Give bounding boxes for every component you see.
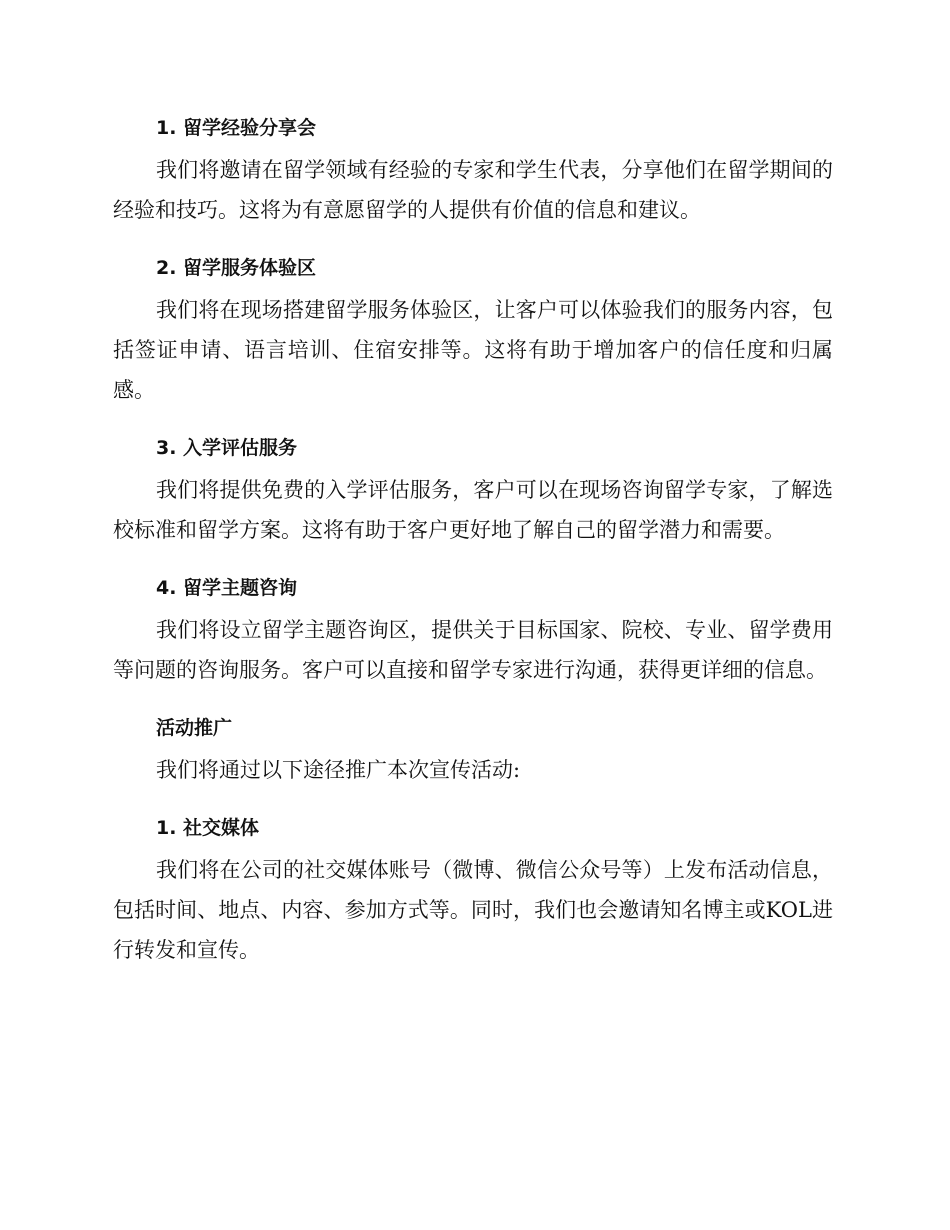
section-admission-assessment — [113, 426, 833, 550]
section-promotion — [113, 706, 833, 790]
section-paragraph: 我们将设立留学主题咨询区，提供关于目标国家、院校、专业、留学费用等问题的咨询服务。客户可以直接和留学专家进行沟通，获得更详细的信息。 — [113, 618, 833, 682]
section-heading: 1. 留学经验分享会 — [156, 117, 317, 139]
section-service-experience — [113, 246, 833, 410]
section-theme-consulting — [113, 566, 833, 690]
section-heading: 3. 入学评估服务 — [156, 437, 298, 459]
section-heading: 1. 社交媒体 — [156, 817, 260, 839]
section-experience-sharing — [113, 106, 833, 230]
section-heading: 4. 留学主题咨询 — [156, 577, 298, 599]
section-paragraph: 我们将在现场搭建留学服务体验区，让客户可以体验我们的服务内容，包括签证申请、语言培训、住宿安排等。这将有助于增加客户的信任度和归属感。 — [113, 298, 833, 402]
document-body — [113, 106, 833, 986]
section-heading: 2. 留学服务体验区 — [156, 257, 317, 279]
section-paragraph: 我们将在公司的社交媒体账号（微博、微信公众号等）上发布活动信息，包括时间、地点、内容、参加方式等。同时，我们也会邀请知名博主或KOL进行转发和宣传。 — [113, 858, 833, 962]
section-social-media — [113, 806, 833, 970]
section-paragraph: 我们将通过以下途径推广本次宣传活动: — [156, 758, 521, 782]
section-paragraph: 我们将邀请在留学领域有经验的专家和学生代表，分享他们在留学期间的经验和技巧。这将为有意愿留学的人提供有价值的信息和建议。 — [113, 158, 833, 222]
section-paragraph: 我们将提供免费的入学评估服务，客户可以在现场咨询留学专家，了解选校标准和留学方案。这将有助于客户更好地了解自己的留学潜力和需要。 — [113, 478, 833, 542]
section-heading: 活动推广 — [156, 717, 233, 739]
